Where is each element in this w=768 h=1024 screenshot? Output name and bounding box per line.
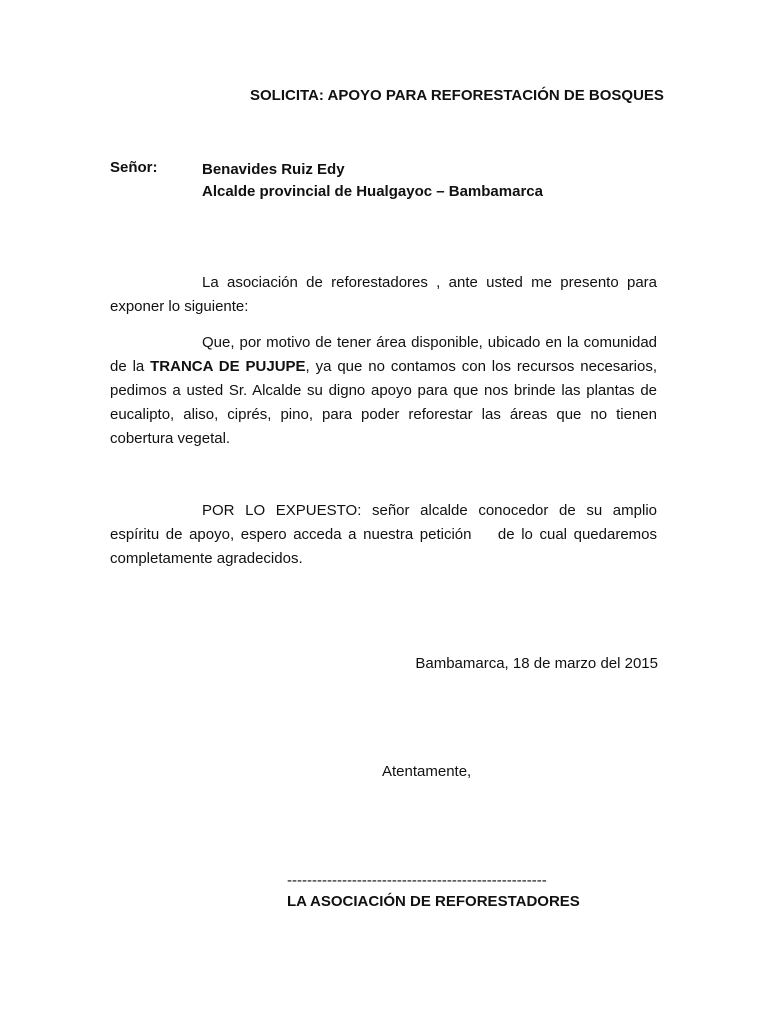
recipient-title: Alcalde provincial de Hualgayoc – Bambamarca	[202, 183, 543, 200]
closing-salutation: Atentamente,	[382, 763, 472, 780]
community-name: TRANCA DE PUJUPE	[150, 358, 306, 375]
recipient-label: Señor:	[110, 159, 158, 176]
paragraph-request	[110, 331, 657, 451]
paragraph-intro-text: La asociación de reforestadores , ante usted me presento para exponer lo siguiente:	[110, 274, 657, 315]
date-line: Bambamarca, 18 de marzo del 2015	[415, 655, 658, 672]
paragraph-request-text-before: Que, por motivo de tener área disponible, ubicado en la comunidad de la	[110, 334, 657, 375]
paragraph-conclusion-text: POR LO EXPUESTO: señor alcalde conocedor de su amplio espíritu de apoyo, espero acceda a nuestra petición de lo cual quedaremos completamente agradecidos.	[110, 502, 662, 567]
subject-line: SOLICITA: APOYO PARA REFORESTACIÓN DE BOSQUES	[250, 87, 664, 104]
signature-line: ----------------------------------------------------	[287, 872, 547, 889]
recipient-block	[202, 159, 543, 203]
paragraph-request-text-after: , ya que no contamos con los recursos necesarios, pedimos a usted Sr. Alcalde su digno apoyo para que nos brinde las plantas de eucalipto, aliso, ciprés, pino, para poder reforestar las áreas que no tienen cobertura vegetal.	[110, 358, 657, 447]
signature-name: LA ASOCIACIÓN DE REFORESTADORES	[287, 893, 580, 910]
recipient-name: Benavides Ruiz Edy	[202, 161, 345, 178]
paragraph-intro	[110, 271, 657, 319]
paragraph-conclusion	[110, 499, 662, 571]
